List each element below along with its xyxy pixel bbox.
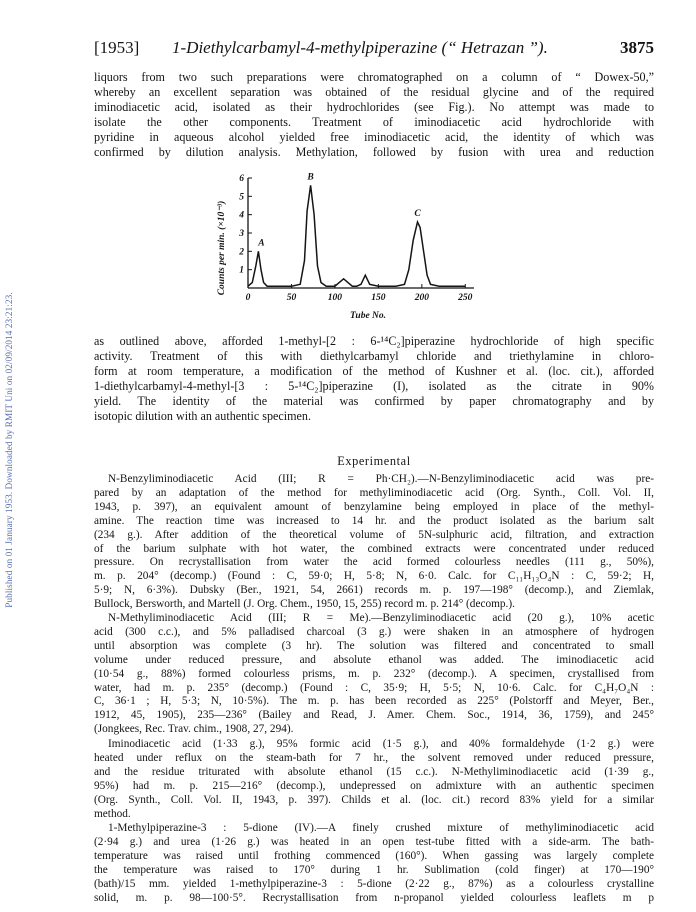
text-line: temperature was raised until frothing commenced (160°). When gassing was largely complete <box>94 849 654 862</box>
text-line: whereby an excellent separation was obtained of the residual glycine and of the required <box>94 84 654 99</box>
text-line: (234 g.). After addition of the theoretical volume of 5N-sulphuric acid, filtration, and extraction <box>94 528 654 541</box>
text-line: as outlined above, afforded 1-methyl-[2 : 6-¹⁴C₂]piperazine hydrochloride of high specific <box>94 334 654 348</box>
text-line: method. <box>94 807 131 820</box>
header-title: 1-Diethylcarbamyl-4-methylpiperazine (“ Hetrazan ”). <box>172 38 548 57</box>
paragraph-synthesis <box>94 334 654 423</box>
text-line: confirmed by dilution analysis. Methylation, followed by fusion with urea and reduction <box>94 144 654 159</box>
text-line: yield. The identity of the material was confirmed by paper chromatography and by <box>94 393 654 408</box>
text-line: and the residue triturated with absolute ethanol (15 c.c.). N-Methyliminodiacetic acid (1·39 g., <box>94 765 654 778</box>
y-tick-label: 5 <box>239 192 244 203</box>
x-tick-label: 0 <box>245 293 251 303</box>
y-tick-label: 1 <box>239 265 244 276</box>
text-line: of the barium sulphate with hot water, the combined extracts were concentrated under reduced <box>94 542 654 555</box>
chromatogram-curve <box>248 185 465 286</box>
text-line: volume under reduced pressure, and absolute ethanol was added. The iminodiacetic acid <box>94 653 654 666</box>
x-tick-label: 50 <box>286 293 297 303</box>
download-watermark-text: Published on 01 January 1953. Downloaded by RMIT Uni on 02/09/2014 23:21:23. <box>4 292 14 608</box>
text-line: acid (300 c.c.), and 5% palladised charcoal (3 g.) were shaken in an atmosphere of hydrogen <box>94 625 654 638</box>
x-tick-label: 100 <box>327 293 343 303</box>
y-tick-label: 6 <box>239 174 244 184</box>
text-line: (bath)/15 mm. yielded 1-methylpiperazine-3 : 5-dione (2·22 g., 87%) as a colourless crystalline <box>94 877 654 890</box>
y-tick-label: 3 <box>239 229 244 239</box>
text-line: m. p. 204° (decomp.) (Found : C, 59·0; H, 5·8; N, 6·0. Calc. for C₁₁H₁₃O₄N : C, 59·2; H, <box>94 570 654 583</box>
x-tick-label: 200 <box>414 293 429 303</box>
chromatogram-figure <box>196 170 496 330</box>
header-year: [1953] <box>94 38 140 57</box>
running-header <box>94 38 654 60</box>
text-line: 1912, 45, 1905), 235—236° (Bailey and Read, J. Amer. Chem. Soc., 1914, 36, 1759), and 245° <box>94 709 654 722</box>
text-line: C, 36·1 ; H, 5·3; N, 10·5%). The m. p. has been recorded as 225° (Polstorff and Meyer, Ber., <box>94 695 654 708</box>
text-line: pared by an adaptation of the method for methyliminodiacetic acid (Org. Synth., Coll. Vol. II, <box>94 486 654 499</box>
text-line: isotopic dilution with an authentic specimen. <box>94 408 311 423</box>
paragraph-intro <box>94 70 654 159</box>
text-line: Bullock, Bersworth, and Martell (J. Org. Chem., 1950, 15, 255) record m. p. 214° (decomp.). <box>94 598 515 611</box>
paragraph-piperazinedione <box>94 822 654 905</box>
paragraph-benzyliminodiacetic <box>94 473 654 612</box>
page-number: 3875 <box>620 38 654 57</box>
download-watermark <box>2 100 16 800</box>
y-tick-label: 4 <box>239 210 244 221</box>
chart-ticks <box>238 174 472 303</box>
text-line: iminodiacetic acid, isolated as their hydrochlorides (see Fig.). No attempt was made to <box>94 99 654 114</box>
text-line: amine. The reaction time was increased to 14 hr. and the product isolated as the barium salt <box>94 514 654 527</box>
x-axis-label: Tube No. <box>349 311 387 321</box>
text-line: (Jongkees, Rec. Trav. chim., 1908, 27, 294). <box>94 723 294 736</box>
paragraph-methyliminodiacetic <box>94 612 654 737</box>
text-line: 1-diethylcarbamyl-4-methyl-[3 : 5-¹⁴C₂]piperazine (I), isolated as the citrate in 90% <box>94 378 654 393</box>
peak-label: B <box>307 172 314 183</box>
text-line: activity. Treatment of this with diethylcarbamyl chloride and triethylamine in chloro- <box>94 348 654 363</box>
chart-annotations <box>257 172 421 248</box>
text-line: isolate the other components. Treatment of iminodiacetic acid hydrochloride with <box>94 114 654 129</box>
text-line: water, had m. p. 235° (decomp.) (Found : C, 35·9; H, 5·5; N, 10·6. Calc. for C₄H₇O₄N : <box>94 681 654 694</box>
text-line: pressure. On recrystallisation from water the acid formed colourless needles (111 g., 50%), <box>94 556 654 569</box>
y-tick-label: 2 <box>239 247 244 258</box>
chart-axes <box>248 178 474 288</box>
text-line: N-Benzyliminodiacetic Acid (III; R = Ph·CH₂).—N-Benzyliminodiacetic acid was pre- <box>108 473 654 485</box>
text-line: until absorption was complete (3 hr). The solution was filtered and concentrated to small <box>94 639 654 652</box>
section-heading-experimental: Experimental <box>337 454 411 468</box>
peak-label: A <box>258 238 265 249</box>
x-tick-label: 150 <box>371 293 386 303</box>
text-line: heated under reflux on the steam-bath for 7 hr., the solvent removed under reduced pressure, <box>94 751 654 764</box>
text-line: (10·54 g., 88%) formed colourless prisms, m. p. 232° (decomp.). A specimen, crystallised from <box>94 667 654 680</box>
chromatogram-plot <box>196 170 496 330</box>
text-line: pyridine in aqueous alcohol yielded free iminodiacetic acid, the identity of which was <box>94 129 654 144</box>
text-line: N-Methyliminodiacetic Acid (III; R = Me).—Benzyliminodiacetic acid (20 g.), 10% acetic <box>108 612 654 624</box>
text-line: (2·94 g.) and urea (1·26 g.) was heated in an open test-tube fitted with a side-arm. The bath- <box>94 835 654 848</box>
text-line: Iminodiacetic acid (1·33 g.), 95% formic acid (1·5 g.), and 40% formaldehyde (1·2 g.) were <box>108 738 654 750</box>
text-line: solid, m. p. 98—100·5°. Recrystallisation from n-propanol yielded colourless leaflets m p <box>94 891 654 904</box>
peak-label: C <box>414 209 421 219</box>
text-line: 1943, p. 397), an equivalent amount of benzylamine being employed in place of the methyl- <box>94 500 654 513</box>
text-line: 5·9; N, 6·3%). Dubsky (Ber., 1921, 54, 2661) records m. p. 197—198° (decomp.), and Ziemlak, <box>94 584 654 597</box>
text-line: liquors from two such preparations were chromatographed on a column of “ Dowex-50,” <box>94 70 654 84</box>
text-line: (Org. Synth., Coll. Vol. II, 1943, p. 397). Childs et al. (loc. cit.) record 83% yield for a similar <box>94 793 654 806</box>
text-line: 1-Methylpiperazine-3 : 5-dione (IV).—A finely crushed mixture of methyliminodiacetic acid <box>108 822 654 834</box>
y-axis-label: Counts per min. (×10⁻³) <box>217 200 227 296</box>
text-line: form at room temperature, a modification of the method of Kushner et al. (loc. cit.), afforded <box>94 363 654 378</box>
paragraph-formylation <box>94 738 654 821</box>
text-line: the temperature was raised to 170° during 1 hr. Sublimation (cold finger) at 170—190° <box>94 863 654 876</box>
x-tick-label: 250 <box>458 293 473 303</box>
text-line: 95%) had m. p. 215—216° (decomp.), undepressed on admixture with an authentic specimen <box>94 779 654 792</box>
